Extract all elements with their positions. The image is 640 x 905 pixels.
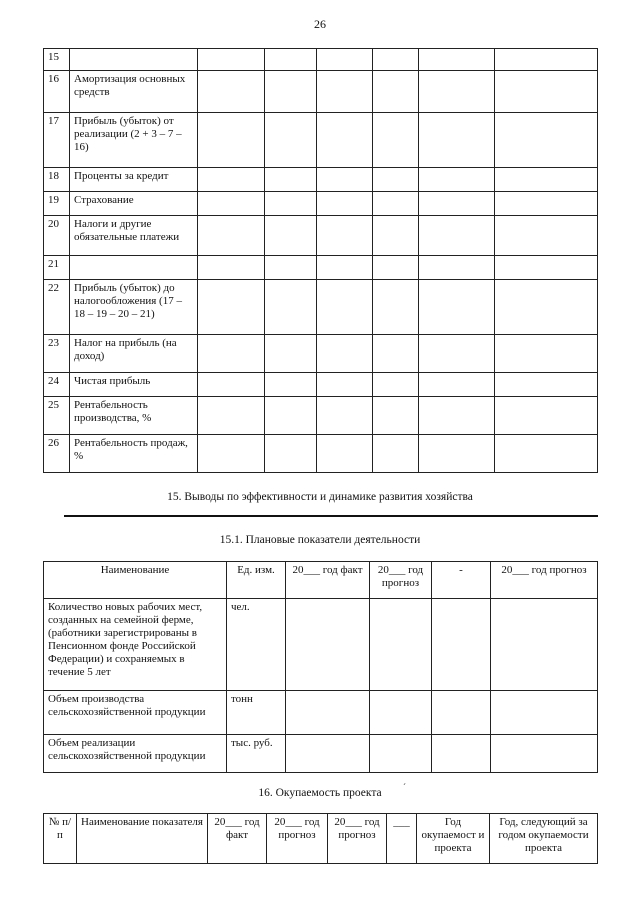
value-cell[interactable]	[265, 49, 317, 71]
value-cell[interactable]	[373, 113, 419, 168]
table-row	[44, 216, 598, 256]
column-header: 20___ год прогноз	[267, 814, 328, 864]
row-number: 18	[44, 168, 70, 192]
value-cell[interactable]	[373, 168, 419, 192]
table-row	[44, 256, 598, 280]
value-cell[interactable]	[373, 397, 419, 435]
value-cell[interactable]	[265, 373, 317, 397]
value-cell[interactable]	[495, 335, 598, 373]
row-name: Чистая прибыль	[70, 373, 198, 397]
value-cell[interactable]	[265, 256, 317, 280]
column-header: 20___ год факт	[208, 814, 267, 864]
value-cell[interactable]	[432, 599, 491, 691]
row-name: Амортизация основных средств	[70, 71, 198, 113]
table-row	[44, 735, 598, 773]
value-cell[interactable]	[198, 192, 265, 216]
value-cell[interactable]	[495, 49, 598, 71]
value-cell[interactable]	[373, 256, 419, 280]
section-15-1-title: 15.1. Плановые показатели деятельности	[219, 534, 421, 546]
row-name: Рентабельность продаж, %	[70, 435, 198, 473]
value-cell[interactable]	[198, 435, 265, 473]
value-cell[interactable]	[419, 49, 495, 71]
value-cell[interactable]	[317, 71, 373, 113]
row-number: 22	[44, 280, 70, 335]
column-header: Год окупаемост и проекта	[417, 814, 490, 864]
column-header: -	[432, 562, 491, 599]
value-cell[interactable]	[317, 397, 373, 435]
value-cell[interactable]	[495, 280, 598, 335]
row-name	[70, 49, 198, 71]
value-cell[interactable]	[198, 49, 265, 71]
value-cell[interactable]	[419, 168, 495, 192]
value-cell[interactable]	[419, 256, 495, 280]
value-cell[interactable]	[419, 113, 495, 168]
value-cell[interactable]	[495, 397, 598, 435]
column-header: Наименование показателя	[77, 814, 208, 864]
value-cell[interactable]	[265, 216, 317, 256]
table-row	[44, 280, 598, 335]
column-header: № п/п	[44, 814, 77, 864]
indicator-name: Количество новых рабочих мест, созданных на семейной ферме, (работники зарегистрированы в Пенсионном фонде Российской Федерации) и сохраняемых в течение 5 лет	[44, 599, 227, 691]
table-row	[44, 71, 598, 113]
value-cell[interactable]	[265, 192, 317, 216]
indicator-unit: чел.	[227, 599, 286, 691]
value-cell[interactable]	[495, 113, 598, 168]
column-header: Наименование	[44, 562, 227, 599]
value-cell[interactable]	[265, 113, 317, 168]
value-cell[interactable]	[373, 280, 419, 335]
stray-mark: ˊ	[403, 782, 406, 792]
row-number: 15	[44, 49, 70, 71]
row-number: 16	[44, 71, 70, 113]
value-cell[interactable]	[491, 735, 598, 773]
value-cell[interactable]	[265, 168, 317, 192]
table-row	[44, 397, 598, 435]
row-name	[70, 256, 198, 280]
value-cell[interactable]	[317, 280, 373, 335]
value-cell[interactable]	[373, 71, 419, 113]
row-name: Проценты за кредит	[70, 168, 198, 192]
column-header: 20___ год прогноз	[491, 562, 598, 599]
value-cell[interactable]	[432, 735, 491, 773]
value-cell[interactable]	[491, 599, 598, 691]
value-cell[interactable]	[198, 113, 265, 168]
value-cell[interactable]	[198, 216, 265, 256]
table-row	[44, 691, 598, 735]
row-number: 23	[44, 335, 70, 373]
value-cell[interactable]	[495, 256, 598, 280]
row-name: Рентабельность производства, %	[70, 397, 198, 435]
value-cell[interactable]	[373, 435, 419, 473]
value-cell[interactable]	[265, 335, 317, 373]
section-16-title: 16. Окупаемость проекта	[258, 787, 382, 799]
row-name: Прибыль (убыток) от реализации (2 + 3 – 7 – 16)	[70, 113, 198, 168]
row-number: 24	[44, 373, 70, 397]
row-number: 19	[44, 192, 70, 216]
value-cell[interactable]	[419, 397, 495, 435]
table-row	[44, 435, 598, 473]
value-cell[interactable]	[317, 373, 373, 397]
value-cell[interactable]	[317, 256, 373, 280]
indicator-name: Объем производства сельскохозяйственной продукции	[44, 691, 227, 735]
value-cell[interactable]	[495, 168, 598, 192]
value-cell[interactable]	[419, 192, 495, 216]
table-row	[44, 168, 598, 192]
value-cell[interactable]	[373, 373, 419, 397]
page-number: 26	[314, 17, 326, 31]
value-cell[interactable]	[265, 435, 317, 473]
value-cell[interactable]	[286, 599, 370, 691]
value-cell[interactable]	[419, 280, 495, 335]
value-cell[interactable]	[432, 691, 491, 735]
column-header: 20___ год прогноз	[370, 562, 432, 599]
section-15-title: 15. Выводы по эффективности и динамике развития хозяйства	[167, 491, 473, 503]
value-cell[interactable]	[198, 397, 265, 435]
table-row	[44, 335, 598, 373]
value-cell[interactable]	[491, 691, 598, 735]
table-row	[44, 599, 598, 691]
indicator-unit: тонн	[227, 691, 286, 735]
column-header: 20___ год факт	[286, 562, 370, 599]
value-cell[interactable]	[373, 216, 419, 256]
value-cell[interactable]	[198, 168, 265, 192]
value-cell[interactable]	[198, 280, 265, 335]
value-cell[interactable]	[265, 397, 317, 435]
value-cell[interactable]	[495, 435, 598, 473]
table-row	[44, 113, 598, 168]
value-cell[interactable]	[317, 216, 373, 256]
value-cell[interactable]	[419, 373, 495, 397]
table-row	[44, 49, 598, 71]
value-cell[interactable]	[419, 216, 495, 256]
value-cell[interactable]	[317, 335, 373, 373]
row-name: Страхование	[70, 192, 198, 216]
payback-table	[43, 813, 598, 864]
value-cell[interactable]	[419, 71, 495, 113]
row-number: 26	[44, 435, 70, 473]
row-name: Налоги и другие обязательные платежи	[70, 216, 198, 256]
column-header: Год, следующий за годом окупаемости проекта	[490, 814, 598, 864]
value-cell[interactable]	[495, 216, 598, 256]
value-cell[interactable]	[198, 256, 265, 280]
value-cell[interactable]	[317, 49, 373, 71]
value-cell[interactable]	[370, 691, 432, 735]
value-cell[interactable]	[317, 435, 373, 473]
value-cell[interactable]	[317, 192, 373, 216]
value-cell[interactable]	[419, 435, 495, 473]
value-cell[interactable]	[265, 280, 317, 335]
divider-line	[64, 515, 598, 517]
value-cell[interactable]	[198, 71, 265, 113]
row-number: 20	[44, 216, 70, 256]
table-row	[44, 192, 598, 216]
financial-table	[43, 48, 598, 473]
column-header: ___	[387, 814, 417, 864]
value-cell[interactable]	[286, 735, 370, 773]
column-header: 20___ год прогноз	[328, 814, 387, 864]
row-name: Налог на прибыль (на доход)	[70, 335, 198, 373]
value-cell[interactable]	[198, 373, 265, 397]
row-number: 25	[44, 397, 70, 435]
value-cell[interactable]	[495, 373, 598, 397]
value-cell[interactable]	[317, 168, 373, 192]
value-cell[interactable]	[373, 192, 419, 216]
indicator-unit: тыс. руб.	[227, 735, 286, 773]
indicator-name: Объем реализации сельскохозяйственной продукции	[44, 735, 227, 773]
value-cell[interactable]	[370, 599, 432, 691]
row-number: 17	[44, 113, 70, 168]
value-cell[interactable]	[373, 49, 419, 71]
value-cell[interactable]	[370, 735, 432, 773]
row-number: 21	[44, 256, 70, 280]
value-cell[interactable]	[317, 113, 373, 168]
value-cell[interactable]	[419, 335, 495, 373]
value-cell[interactable]	[198, 335, 265, 373]
value-cell[interactable]	[373, 335, 419, 373]
value-cell[interactable]	[286, 691, 370, 735]
table-row	[44, 373, 598, 397]
row-name: Прибыль (убыток) до налогообложения (17 – 18 – 19 – 20 – 21)	[70, 280, 198, 335]
value-cell[interactable]	[495, 71, 598, 113]
value-cell[interactable]	[495, 192, 598, 216]
plan-indicators-table	[43, 561, 598, 773]
value-cell[interactable]	[265, 71, 317, 113]
column-header: Ед. изм.	[227, 562, 286, 599]
